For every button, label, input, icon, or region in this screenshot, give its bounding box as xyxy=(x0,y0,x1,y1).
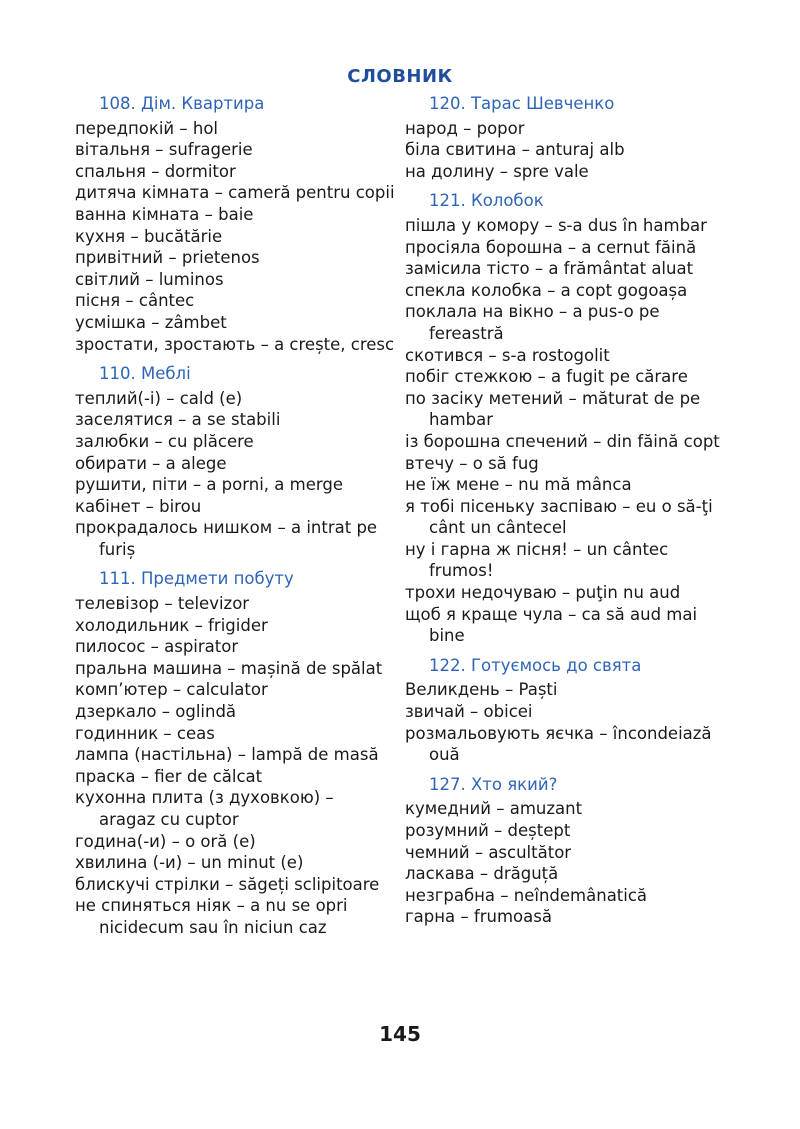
glossary-entry: пішла у комору – s-a dus în hambar xyxy=(405,215,707,235)
glossary-entry: блискучі стрілки – săgeți sclipitoare xyxy=(75,874,380,894)
glossary-entry: передпокій – hol xyxy=(75,118,219,138)
glossary-entry: ну і гарна ж пісня! – un cântec frumos! xyxy=(405,539,669,581)
glossary-entry: незграбна – neîndemânatică xyxy=(405,885,648,905)
glossary-entry: по засіку метений – măturat de pe hambar xyxy=(405,388,701,430)
glossary-entry: заселятися – a se stabili xyxy=(75,410,281,430)
glossary-entry: біла свитина – anturaj alb xyxy=(405,140,625,160)
glossary-entry: чемний – ascultător xyxy=(405,842,572,862)
glossary-entry: народ – popor xyxy=(405,118,525,138)
glossary-entry: не їж мене – nu mă mânca xyxy=(405,475,632,495)
glossary-entry: пилосос – aspirator xyxy=(75,637,239,657)
glossary-entry: трохи недочуваю – puţin nu aud xyxy=(405,583,681,603)
glossary-entry: ванна кімната – baie xyxy=(75,204,254,224)
glossary-entry: кухонна плита (з духовкою) – aragaz cu cuptor xyxy=(75,788,334,829)
section-heading: 121. Колобок xyxy=(429,191,544,211)
section-heading: 127. Хто який? xyxy=(429,774,558,794)
glossary-entry: рушити, піти – a porni, a merge xyxy=(75,475,343,495)
glossary-entry: скотився – s-a rostogolit xyxy=(405,345,610,365)
glossary-entry: усмішка – zâmbet xyxy=(75,312,227,332)
glossary-entry: обирати – a alege xyxy=(75,453,227,473)
glossary-entry: година(-и) – o oră (e) xyxy=(75,831,256,851)
glossary-entry: втечу – o să fug xyxy=(405,453,539,473)
glossary-entry: залюбки – cu plăcere xyxy=(75,431,254,451)
glossary-entry: із борошна спечений – din făină copt xyxy=(405,431,720,451)
left-column xyxy=(75,93,395,939)
glossary-entry: кабінет – birou xyxy=(75,496,202,516)
section-heading: 110. Меблі xyxy=(99,364,191,384)
page-title: СЛОВНИК xyxy=(347,66,453,87)
section-heading: 120. Тарас Шевченко xyxy=(429,94,615,113)
glossary-entry: комп’ютер – calculator xyxy=(75,680,268,700)
glossary-entry: годинник – ceas xyxy=(75,723,215,743)
glossary-entry: дитяча кімната – cameră pentru copii xyxy=(75,183,395,203)
glossary-entry: світлий – luminos xyxy=(75,269,224,289)
glossary-entry: холодильник – frigider xyxy=(75,615,268,635)
right-column xyxy=(405,93,725,928)
glossary-entry: замісила тісто – a frământat aluat xyxy=(405,259,694,279)
glossary-entry: побіг стежкою – a fugit pe cărare xyxy=(405,367,688,387)
glossary-entry: спальня – dormitor xyxy=(75,161,236,181)
glossary-entry: Великдень – Paști xyxy=(405,680,558,700)
glossary-entry: пісня – cântec xyxy=(75,291,195,311)
glossary-entry: просіяла борошна – a cernut făină xyxy=(405,237,697,257)
glossary-entry: кухня – bucătărie xyxy=(75,226,223,246)
glossary-entry: ласкава – drăguță xyxy=(405,864,559,884)
glossary-entry: поклала на вікно – a pus-o pe fereastră xyxy=(405,302,660,343)
glossary-entry: щоб я краще чула – ca să aud mai bine xyxy=(405,604,698,646)
glossary-entry: гарна – frumoasă xyxy=(405,907,552,927)
glossary-entry: телевізор – televizor xyxy=(75,594,250,614)
section-heading: 108. Дім. Квартира xyxy=(99,94,265,113)
glossary-entry: розмальовують яєчка – încondeiază ouă xyxy=(405,723,712,765)
glossary-entry: привітний – prietenos xyxy=(75,248,260,268)
glossary-entry: дзеркало – oglindă xyxy=(75,702,237,722)
glossary-entry: праска – fier de călcat xyxy=(75,766,263,786)
glossary-entry: спекла колобка – a copt gogoașa xyxy=(405,280,688,300)
glossary-entry: лампа (настільна) – lampă de masă xyxy=(75,745,379,765)
glossary-entry: хвилина (-и) – un minut (e) xyxy=(75,853,304,873)
glossary-entry: звичай – obicei xyxy=(405,702,533,722)
glossary-entry: прокрадалось нишком – a intrat pe furiș xyxy=(75,518,378,559)
glossary-entry: на долину – spre vale xyxy=(405,161,589,181)
page-number: 145 xyxy=(379,1022,421,1046)
section-heading: 122. Готуємось до свята xyxy=(429,655,642,675)
section-heading: 111. Предмети побуту xyxy=(99,569,294,589)
glossary-entry: пральна машина – mașină de spălat xyxy=(75,658,383,678)
glossary-entry: не спиняться ніяк – a nu se opri nicidecum sau în niciun caz xyxy=(75,896,348,937)
glossary-entry: кумедний – amuzant xyxy=(405,799,583,819)
glossary-entry: вітальня – sufragerie xyxy=(75,140,253,160)
glossary-entry: теплий(-і) – cald (e) xyxy=(75,388,243,408)
glossary-entry: я тобі пісеньку заспіваю – eu o să-ţi cânt un cântecel xyxy=(405,496,713,538)
glossary-entry: розумний – deștept xyxy=(405,821,571,840)
glossary-entry: зростати, зростають – a crește, cresc xyxy=(75,334,395,354)
